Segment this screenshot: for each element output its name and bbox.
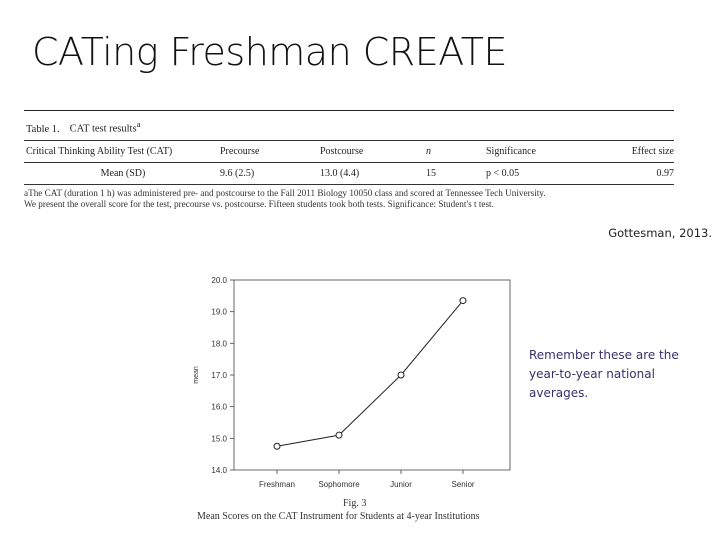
- table-cell: p < 0.05: [486, 167, 520, 179]
- line-chart: [180, 270, 520, 496]
- x-tick-label: Senior: [451, 480, 475, 489]
- annotation-note: Remember these are the year-to-year national averages.: [529, 348, 679, 400]
- table-footnote-line: We present the overall score for the test, precourse vs. postcourse. Fifteen students took both tests. Significance: Student's t test.: [24, 198, 494, 209]
- table-caption: [24, 111, 674, 140]
- citation: Gottesman, 2013.: [608, 226, 712, 240]
- y-tick-label: 15.0: [211, 434, 227, 444]
- data-point: [274, 443, 280, 449]
- table-caption-label: Table 1.: [26, 123, 60, 135]
- column-header: Significance: [486, 145, 536, 157]
- column-header: Critical Thinking Ability Test (CAT): [26, 145, 173, 157]
- column-header: Postcourse: [320, 145, 364, 157]
- table-footnote-line: aThe CAT (duration 1 h) was administered pre- and postcourse to the Fall 2011 Biology 10050 class and scored at Tennessee Tech University.: [24, 187, 546, 198]
- table-footnote: [24, 185, 674, 210]
- table-row: [24, 163, 674, 184]
- y-tick-label: 18.0: [211, 339, 227, 349]
- x-tick-label: Freshman: [258, 480, 296, 489]
- column-header: Precourse: [220, 145, 260, 157]
- y-tick-label: 17.0: [211, 371, 227, 380]
- data-point: [336, 432, 342, 438]
- series-line: [277, 301, 463, 447]
- table-caption-mark: a: [136, 119, 141, 129]
- data-point: [460, 298, 466, 304]
- results-table: [24, 110, 674, 210]
- table-cell: 15: [426, 167, 436, 179]
- data-point: [398, 372, 404, 378]
- table-cell: 13.0 (4.4): [320, 167, 360, 179]
- slide-title: CATing Freshman CREATE: [32, 30, 507, 74]
- table-caption-title: CAT test results: [69, 123, 137, 135]
- figure-caption: Mean Scores on the CAT Instrument for Students at 4-year Institutions: [197, 511, 480, 522]
- table-header-row: [24, 141, 674, 162]
- column-header: Effect size: [631, 145, 674, 157]
- y-tick-label: 20.0: [211, 276, 227, 285]
- x-tick-label: Junior: [390, 480, 412, 489]
- y-tick-label: 19.0: [211, 307, 227, 317]
- y-tick-label: 16.0: [211, 402, 227, 412]
- column-header: n: [426, 145, 431, 157]
- y-tick-label: 14.0: [211, 466, 227, 475]
- table-cell: 0.97: [656, 167, 674, 179]
- plot-frame: [234, 280, 510, 470]
- figure-label: Fig. 3: [343, 498, 367, 509]
- table-cell: Mean (SD): [100, 167, 146, 179]
- x-tick-label: Sophomore: [318, 480, 360, 489]
- table-cell: 9.6 (2.5): [220, 167, 255, 179]
- y-axis-label: mean: [193, 366, 200, 384]
